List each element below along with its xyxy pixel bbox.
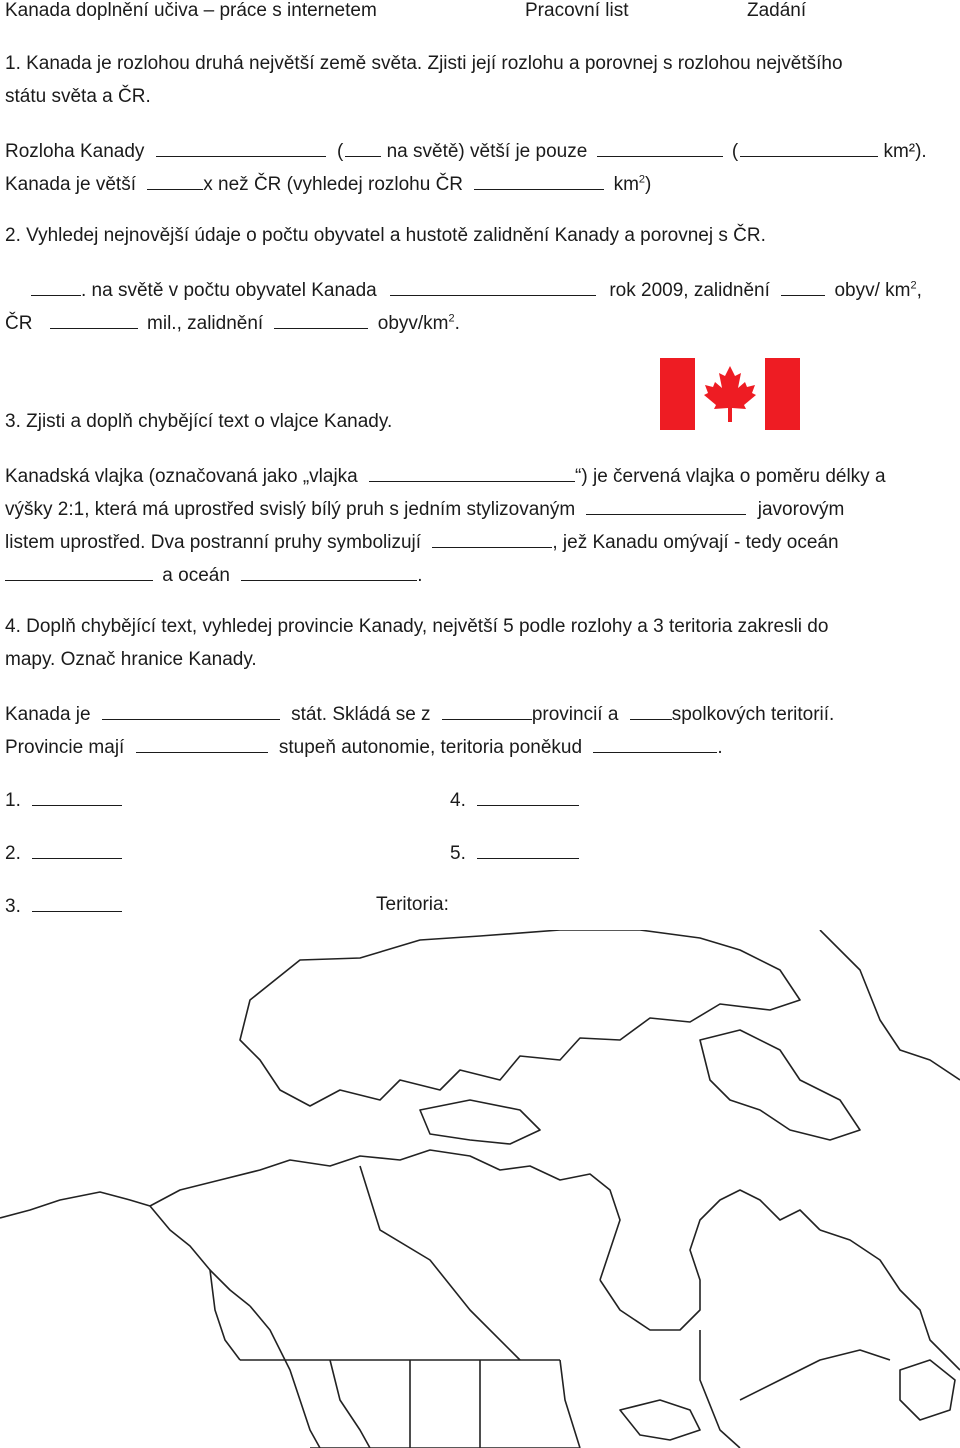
worksheet-title: Kanada doplnění učiva – práce s internetem: [5, 0, 377, 21]
task3-p1: [5, 463, 886, 489]
header-row: [5, 0, 377, 23]
map-north-coast: [150, 1150, 620, 1280]
consists-label: stát. Skládá se z: [291, 704, 431, 725]
provinces-count-blank[interactable]: [442, 701, 532, 720]
comma: ,: [916, 280, 922, 301]
superscript: 2: [910, 279, 917, 292]
map-st-lawrence: [740, 1350, 890, 1400]
maple-label: javorovým: [757, 499, 845, 520]
times-blank[interactable]: [147, 171, 203, 190]
task4-text-a: 4. Doplň chybějící text, vyhledej provincie Kanady, největší 5 podle rozlohy a 3 teritoria zakresli do: [5, 616, 829, 637]
cr-area-label: x než ČR (vyhledej rozlohu ČR: [203, 174, 464, 195]
flag-desc-3: listem uprostřed. Dva postranní pruhy symbolizují: [5, 532, 422, 553]
open-paren: (: [337, 141, 344, 162]
km-label: km: [613, 174, 639, 195]
task1-text-b: státu světa a ČR.: [5, 86, 151, 107]
map-labrador-coast: [820, 1230, 960, 1370]
task3-p3: [5, 529, 839, 555]
task3-p4: [5, 562, 422, 588]
worksheet-part: Zadání: [747, 0, 807, 21]
province-5-blank[interactable]: [477, 840, 579, 859]
and-ocean-label: a oceán: [162, 565, 230, 586]
list-number: 1.: [5, 790, 21, 811]
map-border-mb-on: [560, 1360, 580, 1448]
canada-area-label: Rozloha Kanady: [5, 141, 145, 162]
provinces-have-label: Provincie mají: [5, 737, 125, 758]
population-label: . na světě v počtu obyvatel Kanada: [81, 280, 377, 301]
task3-p2: [5, 496, 844, 522]
map-arctic-islands: [240, 930, 800, 1106]
ocean-1-blank[interactable]: [5, 562, 153, 581]
list-number: 3.: [5, 896, 21, 917]
ocean-2-blank[interactable]: [241, 562, 417, 581]
list-item-3: [5, 893, 122, 919]
canada-flag: [660, 358, 800, 430]
list-item-5: [450, 840, 579, 866]
territories-count-blank[interactable]: [630, 701, 672, 720]
territories-label: Teritoria:: [376, 894, 449, 915]
flag-desc-4: , jež Kanadu omývají - tedy oceán: [552, 532, 839, 553]
cr-density-unit: obyv/km: [377, 313, 449, 334]
state-type-blank[interactable]: [102, 701, 280, 720]
province-2-blank[interactable]: [32, 840, 122, 859]
world-rank-blank[interactable]: [345, 138, 381, 157]
leaf-count-blank[interactable]: [586, 496, 746, 515]
territory-autonomy-blank[interactable]: [593, 734, 717, 753]
province-1-blank[interactable]: [32, 787, 122, 806]
list-number: 2.: [5, 843, 21, 864]
map-baffin-island: [700, 1030, 860, 1140]
cr-density-blank[interactable]: [274, 310, 368, 329]
flag-right-band: [765, 358, 800, 430]
canada-is-label: Kanada je: [5, 704, 91, 725]
canada-outline-map[interactable]: [0, 930, 960, 1448]
list-number: 5.: [450, 843, 466, 864]
task4-text-b: mapy. Označ hranice Kanady.: [5, 649, 257, 670]
task1-row1: [5, 138, 927, 164]
task3-text: 3. Zjisti a doplň chybějící text o vlajce Kanady.: [5, 411, 393, 432]
density-label: rok 2009, zalidnění: [609, 280, 770, 301]
map-hudson-bay: [600, 1190, 820, 1330]
territories-label: spolkových teritorií.: [671, 704, 835, 725]
period: .: [717, 737, 723, 758]
task2-row2: [5, 310, 460, 336]
open-paren-2: (: [731, 141, 739, 162]
map-greenland-coast: [820, 930, 960, 1080]
map-border-yukon: [210, 1270, 240, 1360]
task4-row1: [5, 701, 834, 727]
province-3-blank[interactable]: [32, 893, 122, 912]
canada-population-blank[interactable]: [390, 277, 596, 296]
cr-label: ČR: [5, 313, 33, 334]
provinces-label: provincií a: [531, 704, 619, 725]
km2-label: km²).: [883, 141, 927, 162]
cr-density-label: mil., zalidnění: [147, 313, 264, 334]
cr-area-blank[interactable]: [474, 171, 604, 190]
period: .: [454, 313, 460, 334]
task2-text: 2. Vyhledej nejnovější údaje o počtu obyvatel a hustotě zalidnění Kanady a porovnej s ČR.: [5, 225, 766, 246]
superscript: 2: [448, 312, 455, 325]
task2-row1: [5, 277, 922, 303]
list-item-4: [450, 787, 579, 813]
largest-country-blank[interactable]: [597, 138, 723, 157]
list-item-2: [5, 840, 122, 866]
flag-left-band: [660, 358, 695, 430]
map-newfoundland: [900, 1360, 955, 1420]
largest-area-blank[interactable]: [740, 138, 878, 157]
canada-area-blank[interactable]: [156, 138, 326, 157]
map-border-nwt-nu: [360, 1166, 520, 1360]
superscript: 2: [638, 173, 646, 186]
stripes-meaning-blank[interactable]: [432, 529, 552, 548]
density-unit: obyv/ km: [834, 280, 911, 301]
canada-density-blank[interactable]: [781, 277, 825, 296]
flag-nickname-blank[interactable]: [369, 463, 575, 482]
map-pacific-coast: [250, 1306, 320, 1448]
period: .: [417, 565, 423, 586]
autonomy-label: stupeň autonomie, teritoria poněkud: [278, 737, 583, 758]
autonomy-degree-blank[interactable]: [136, 734, 268, 753]
close-paren: ): [645, 174, 652, 195]
list-number: 4.: [450, 790, 466, 811]
flag-name-label: Kanadská vlajka (označovaná jako „vlajka: [5, 466, 358, 487]
canada-larger-label: Kanada je větší: [5, 174, 136, 195]
list-item-1: [5, 787, 122, 813]
flag-desc-2: výšky 2:1, která má uprostřed svislý bílý pruh s jedním stylizovaným: [5, 499, 576, 520]
task4-row2: [5, 734, 723, 760]
map-border-on-qc: [700, 1330, 740, 1448]
larger-only-label: na světě) větší je pouze: [386, 141, 588, 162]
task1-text-a: 1. Kanada je rozlohou druhá největší země světa. Zjisti její rozlohu a porovnej s rozlohou největšího: [5, 53, 843, 74]
population-rank-blank[interactable]: [31, 277, 81, 296]
cr-population-blank[interactable]: [50, 310, 138, 329]
map-border-bc-ab: [330, 1360, 370, 1448]
task1-row2: [5, 171, 651, 197]
province-4-blank[interactable]: [477, 787, 579, 806]
map-great-lakes: [620, 1400, 700, 1440]
worksheet-type: Pracovní list: [525, 0, 629, 21]
map-victoria-island: [420, 1100, 540, 1144]
flag-desc-1: “) je červená vlajka o poměru délky a: [575, 466, 886, 487]
